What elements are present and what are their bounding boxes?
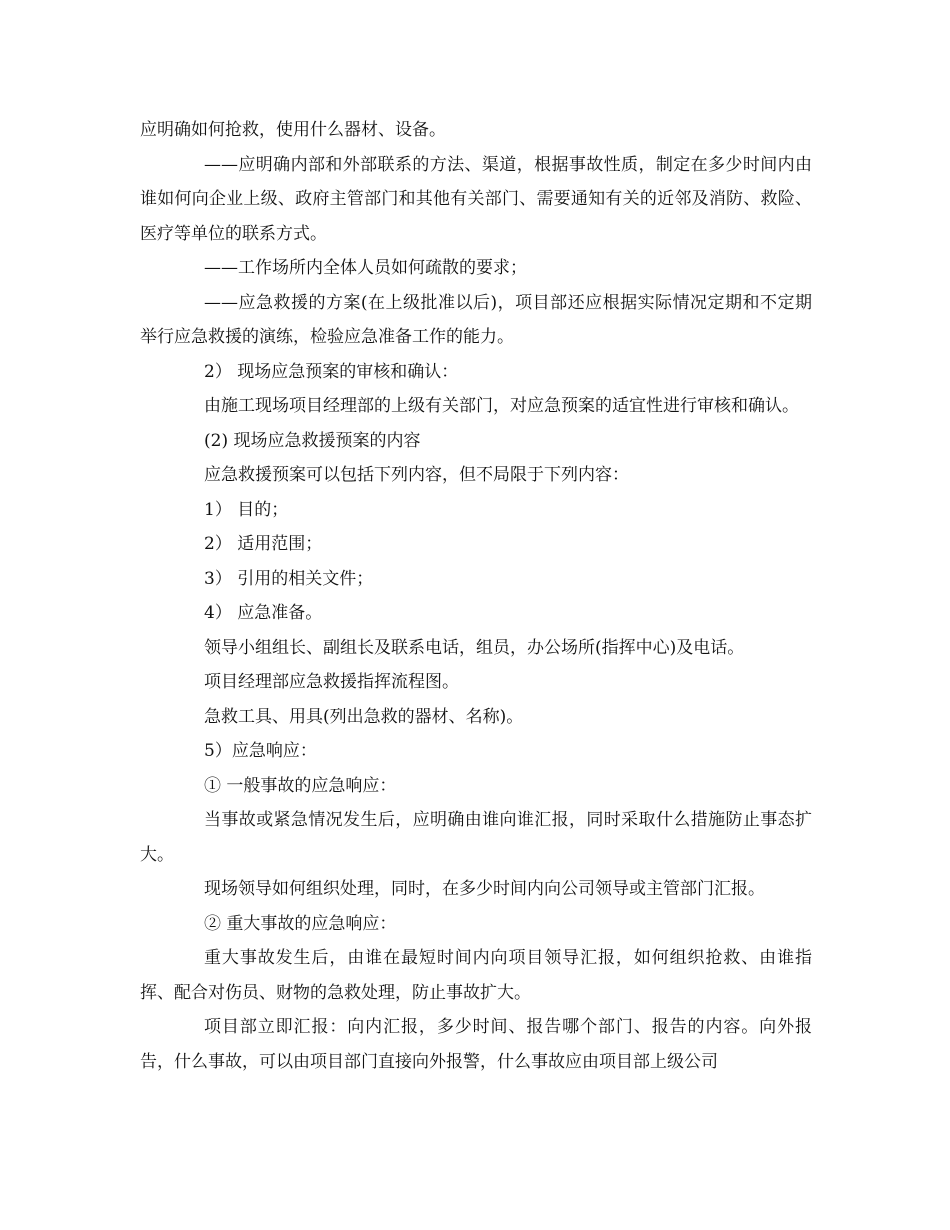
paragraph: 5）应急响应：: [204, 741, 317, 761]
paragraph: (2) 现场应急救援预案的内容: [204, 430, 421, 451]
paragraph: 现场领导如何组织处理，同时，在多少时间内向公司领导或主管部门汇报。: [204, 879, 765, 899]
paragraph: ——工作场所内全体人员如何疏散的要求；: [204, 258, 527, 278]
paragraph: ——应急救援的方案(在上级批准以后)，项目部还应根据实际情况定期和不定期举行应急救援的演练，检验应急准备工作的能力。: [140, 292, 812, 347]
paragraph: 2） 现场应急预案的审核和确认：: [204, 361, 459, 382]
paragraph: ② 重大事故的应急响应：: [204, 913, 397, 934]
paragraph: 急救工具、用具(列出急救的器材、名称)。: [204, 706, 524, 727]
paragraph: 项目经理部应急救援指挥流程图。: [204, 672, 459, 692]
paragraph: ——应明确内部和外部联系的方法、渠道，根据事故性质，制定在多少时间内由谁如何向企业上级、政府主管部门和其他有关部门、需要通知有关的近邻及消防、救险、医疗等单位的联系方式。: [140, 154, 812, 244]
paragraph: 领导小组组长、副组长及联系电话，组员，办公场所(指挥中心)及电话。: [204, 637, 745, 658]
paragraph: 由施工现场项目经理部的上级有关部门，对应急预案的适宜性进行审核和确认。: [204, 396, 799, 416]
paragraph: 应急救援预案可以包括下列内容，但不局限于下列内容：: [204, 465, 629, 485]
document-body: [140, 113, 812, 1079]
paragraph: 3） 引用的相关文件；: [204, 568, 374, 589]
paragraph: 项目部立即汇报：向内汇报，多少时间、报告哪个部门、报告的内容。向外报告，什么事故，可以由项目部门直接向外报警，什么事故应由项目部上级公司: [140, 1017, 812, 1072]
paragraph: 应明确如何抢救，使用什么器材、设备。: [140, 120, 446, 140]
paragraph: 4） 应急准备。: [204, 603, 323, 623]
paragraph: ① 一般事故的应急响应：: [204, 775, 397, 796]
paragraph: 重大事故发生后，由谁在最短时间内向项目领导汇报，如何组织抢救、由谁指挥、配合对伤员、财物的急救处理，防止事故扩大。: [140, 948, 812, 1003]
paragraph: 2） 适用范围；: [204, 534, 323, 554]
paragraph: 1） 目的；: [204, 499, 289, 520]
paragraph: 当事故或紧急情况发生后，应明确由谁向谁汇报，同时采取什么措施防止事态扩大。: [140, 810, 812, 865]
